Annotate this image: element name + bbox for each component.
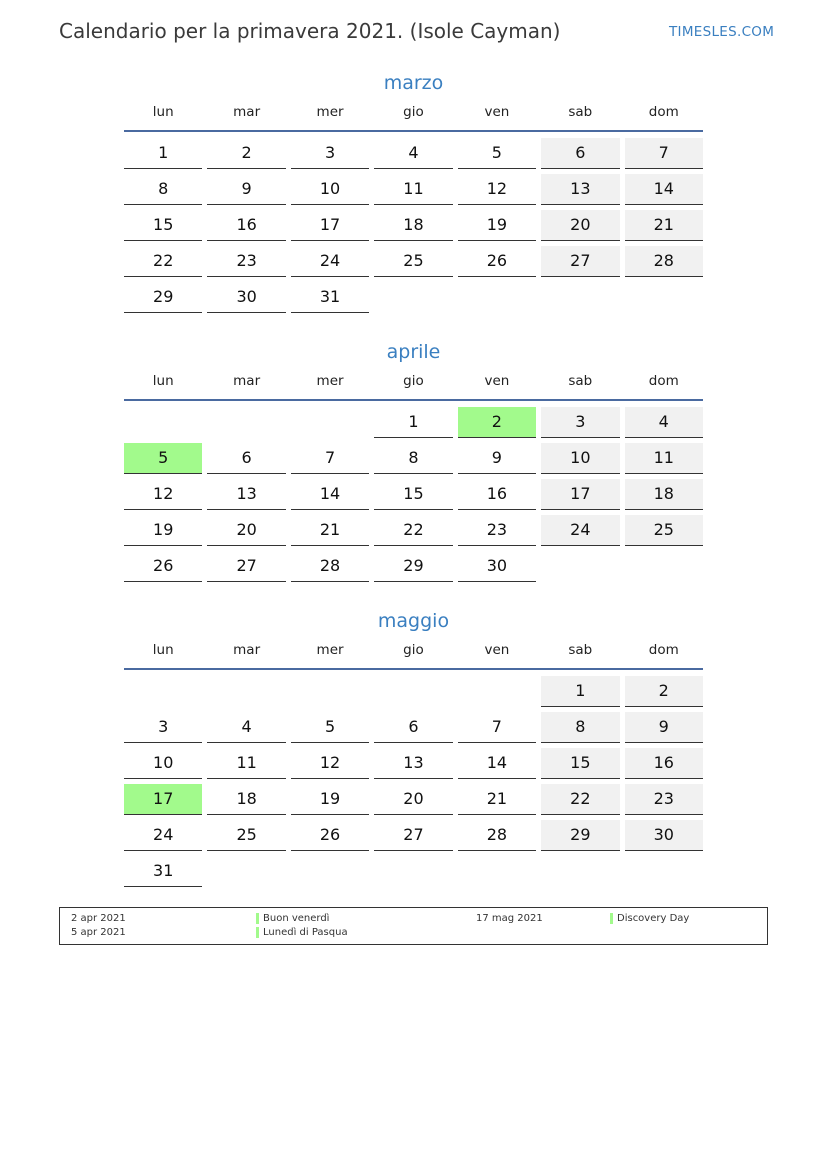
week-row [124, 515, 703, 546]
day-cell: 3 [291, 138, 369, 169]
day-cell: 2 [458, 407, 536, 438]
weekday-label: gio [403, 373, 424, 389]
day-cell: 22 [541, 784, 619, 815]
day-cell: 27 [541, 246, 619, 277]
week-row [124, 443, 703, 474]
weekday-label: ven [484, 642, 510, 658]
day-cell: 11 [374, 174, 452, 205]
day-cell: 6 [207, 443, 285, 474]
weekday-label: lun [152, 373, 174, 389]
empty-day-cell [625, 282, 703, 313]
day-cell: 28 [625, 246, 703, 277]
weekday-label: mar [233, 373, 261, 389]
day-cell: 23 [458, 515, 536, 546]
week-row [124, 748, 703, 779]
day-cell: 7 [458, 712, 536, 743]
empty-day-cell [291, 407, 369, 438]
day-cell: 31 [291, 282, 369, 313]
day-cell: 6 [541, 138, 619, 169]
day-cell: 20 [374, 784, 452, 815]
day-cell: 4 [374, 138, 452, 169]
day-cell: 10 [124, 748, 202, 779]
day-cell: 26 [291, 820, 369, 851]
month-aprile [124, 339, 703, 582]
week-row [124, 820, 703, 851]
day-cell: 20 [207, 515, 285, 546]
month-title: aprile [386, 341, 441, 363]
holiday-color-marker [256, 927, 259, 938]
day-cell: 17 [291, 210, 369, 241]
legend-name: Lunedì di Pasqua [256, 926, 348, 939]
legend-date: 17 mag 2021 [476, 913, 543, 924]
holiday-legend [59, 907, 768, 945]
weekday-label: mer [316, 104, 344, 120]
day-cell: 2 [207, 138, 285, 169]
day-cell: 5 [291, 712, 369, 743]
day-cell: 22 [374, 515, 452, 546]
empty-day-cell [374, 856, 452, 887]
day-cell: 12 [291, 748, 369, 779]
day-cell: 14 [458, 748, 536, 779]
weekday-label: mer [316, 373, 344, 389]
week-row [124, 174, 703, 205]
day-cell: 2 [625, 676, 703, 707]
weekday-header [124, 370, 703, 401]
empty-day-cell [541, 551, 619, 582]
day-cell: 16 [207, 210, 285, 241]
day-cell: 5 [124, 443, 202, 474]
day-cell: 20 [541, 210, 619, 241]
day-cell: 14 [291, 479, 369, 510]
empty-day-cell [124, 676, 202, 707]
holiday-color-marker [256, 913, 259, 924]
weekday-label: mar [233, 642, 261, 658]
day-cell: 25 [625, 515, 703, 546]
day-cell: 3 [124, 712, 202, 743]
empty-day-cell [374, 676, 452, 707]
weekday-label: sab [568, 104, 593, 120]
day-cell: 12 [124, 479, 202, 510]
empty-day-cell [625, 856, 703, 887]
day-cell: 1 [124, 138, 202, 169]
day-cell: 19 [458, 210, 536, 241]
empty-day-cell [124, 407, 202, 438]
day-cell: 21 [458, 784, 536, 815]
month-title: maggio [377, 610, 450, 632]
day-cell: 23 [625, 784, 703, 815]
day-cell: 30 [458, 551, 536, 582]
day-cell: 17 [124, 784, 202, 815]
day-cell: 28 [458, 820, 536, 851]
day-cell: 5 [458, 138, 536, 169]
week-row [124, 676, 703, 707]
day-cell: 15 [541, 748, 619, 779]
week-row [124, 712, 703, 743]
day-cell: 27 [207, 551, 285, 582]
day-cell: 7 [291, 443, 369, 474]
weekday-label: mar [233, 104, 261, 120]
day-cell: 17 [541, 479, 619, 510]
weekday-label: gio [403, 642, 424, 658]
day-cell: 15 [124, 210, 202, 241]
empty-day-cell [625, 551, 703, 582]
day-cell: 16 [625, 748, 703, 779]
day-cell: 1 [541, 676, 619, 707]
weekday-label: sab [568, 642, 593, 658]
day-cell: 6 [374, 712, 452, 743]
day-cell: 27 [374, 820, 452, 851]
day-cell: 24 [291, 246, 369, 277]
empty-day-cell [291, 676, 369, 707]
day-cell: 10 [541, 443, 619, 474]
empty-day-cell [458, 282, 536, 313]
weekday-label: dom [648, 642, 679, 658]
day-cell: 19 [291, 784, 369, 815]
weekday-label: gio [403, 104, 424, 120]
day-cell: 4 [625, 407, 703, 438]
empty-day-cell [374, 282, 452, 313]
day-cell: 21 [291, 515, 369, 546]
day-cell: 11 [207, 748, 285, 779]
empty-day-cell [458, 856, 536, 887]
day-cell: 18 [207, 784, 285, 815]
weekday-header [124, 101, 703, 132]
day-cell: 23 [207, 246, 285, 277]
day-cell: 1 [374, 407, 452, 438]
day-cell: 16 [458, 479, 536, 510]
day-cell: 11 [625, 443, 703, 474]
empty-day-cell [541, 282, 619, 313]
weekday-label: dom [648, 373, 679, 389]
empty-day-cell [207, 676, 285, 707]
day-cell: 21 [625, 210, 703, 241]
day-cell: 9 [207, 174, 285, 205]
week-row [124, 246, 703, 277]
day-cell: 9 [625, 712, 703, 743]
day-cell: 18 [374, 210, 452, 241]
weekday-label: sab [568, 373, 593, 389]
day-cell: 13 [374, 748, 452, 779]
empty-day-cell [541, 856, 619, 887]
day-cell: 18 [625, 479, 703, 510]
day-cell: 30 [625, 820, 703, 851]
weekday-label: mer [316, 642, 344, 658]
weekday-label: dom [648, 104, 679, 120]
day-cell: 28 [291, 551, 369, 582]
week-row [124, 479, 703, 510]
day-cell: 8 [541, 712, 619, 743]
month-maggio [124, 608, 703, 887]
week-row [124, 551, 703, 582]
day-cell: 4 [207, 712, 285, 743]
day-cell: 13 [207, 479, 285, 510]
brand-link[interactable]: TIMESLES.COM [669, 24, 775, 40]
legend-date: 2 apr 2021 [71, 913, 126, 924]
day-cell: 12 [458, 174, 536, 205]
week-row [124, 210, 703, 241]
empty-day-cell [207, 856, 285, 887]
day-cell: 3 [541, 407, 619, 438]
page-title: Calendario per la primavera 2021. (Isole Cayman) [59, 19, 561, 43]
weekday-label: lun [152, 642, 174, 658]
day-cell: 7 [625, 138, 703, 169]
day-cell: 29 [541, 820, 619, 851]
weekday-label: lun [152, 104, 174, 120]
day-cell: 8 [374, 443, 452, 474]
day-cell: 14 [625, 174, 703, 205]
weekday-label: ven [484, 104, 510, 120]
day-cell: 10 [291, 174, 369, 205]
day-cell: 29 [374, 551, 452, 582]
day-cell: 9 [458, 443, 536, 474]
day-cell: 25 [374, 246, 452, 277]
week-row [124, 856, 703, 887]
holiday-color-marker [610, 913, 613, 924]
day-cell: 31 [124, 856, 202, 887]
day-cell: 13 [541, 174, 619, 205]
day-cell: 24 [541, 515, 619, 546]
legend-date: 5 apr 2021 [71, 927, 126, 938]
day-cell: 25 [207, 820, 285, 851]
day-cell: 30 [207, 282, 285, 313]
legend-name: Discovery Day [610, 912, 689, 925]
empty-day-cell [458, 676, 536, 707]
day-cell: 24 [124, 820, 202, 851]
day-cell: 26 [124, 551, 202, 582]
day-cell: 15 [374, 479, 452, 510]
legend-name: Buon venerdì [256, 912, 329, 925]
day-cell: 22 [124, 246, 202, 277]
month-marzo [124, 70, 703, 313]
week-row [124, 282, 703, 313]
weekday-label: ven [484, 373, 510, 389]
day-cell: 19 [124, 515, 202, 546]
week-row [124, 784, 703, 815]
week-row [124, 138, 703, 169]
day-cell: 26 [458, 246, 536, 277]
week-row [124, 407, 703, 438]
day-cell: 8 [124, 174, 202, 205]
month-title: marzo [383, 72, 444, 94]
empty-day-cell [291, 856, 369, 887]
empty-day-cell [207, 407, 285, 438]
day-cell: 29 [124, 282, 202, 313]
weekday-header [124, 639, 703, 670]
